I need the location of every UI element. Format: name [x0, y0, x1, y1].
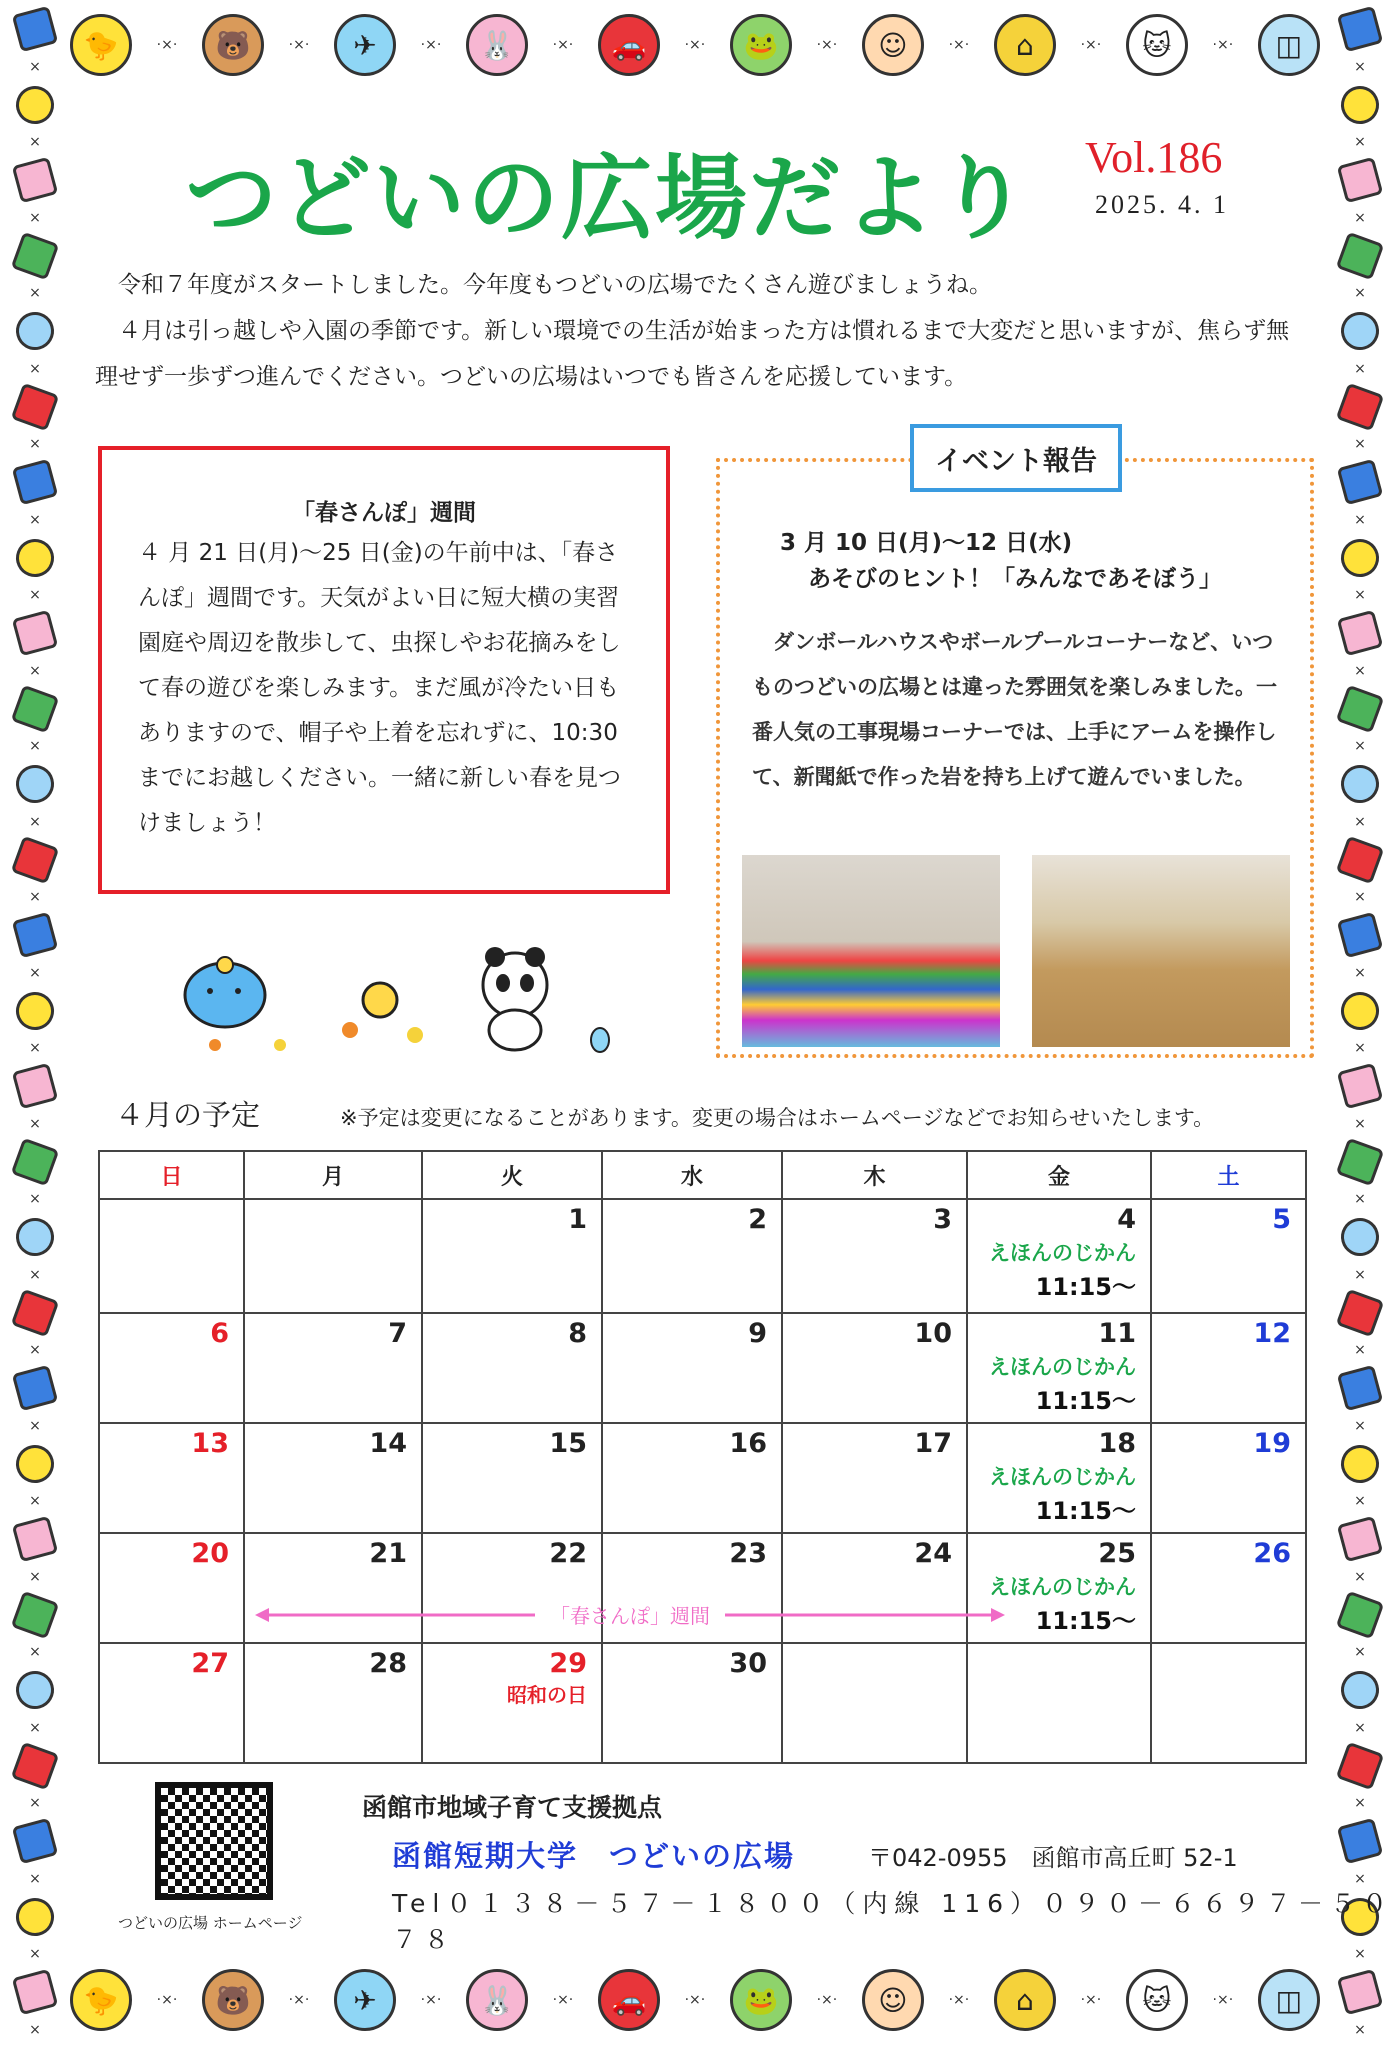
jar-icon: ◫	[1258, 14, 1320, 76]
border-dots: ×	[29, 1946, 41, 1963]
toy-block-icon	[12, 1667, 59, 1714]
toy-block-icon	[1337, 1516, 1384, 1563]
toy-block-icon	[12, 1818, 59, 1865]
toy-block-icon	[1336, 835, 1385, 884]
child-icon: ☺	[862, 14, 924, 76]
toy-block-icon	[11, 1137, 60, 1186]
day-cell: 28	[244, 1643, 422, 1763]
border-dots: ×	[29, 436, 41, 453]
day-cell	[244, 1199, 422, 1313]
plane-icon: ✈	[334, 1969, 396, 2031]
toy-block-icon	[11, 231, 60, 280]
spring-walk-arrow-label: 「春さんぽ」週間	[550, 1604, 710, 1628]
calendar-week	[99, 1199, 1306, 1313]
toy-block-icon	[1337, 1969, 1384, 2016]
border-dots: ×	[1354, 1946, 1366, 1963]
toy-block-icon	[12, 157, 59, 204]
border-dots: ×	[1354, 285, 1366, 302]
decorative-border-left	[0, 0, 70, 2048]
weekday-sun: 日	[99, 1151, 244, 1199]
border-dots: ×	[1354, 360, 1366, 377]
schedule-title: ４月の予定	[115, 1098, 261, 1132]
border-dots: ·×·	[684, 1992, 706, 2008]
toy-block-icon	[11, 1892, 60, 1941]
toy-block-icon	[1337, 1818, 1384, 1865]
toy-block-icon	[1336, 382, 1385, 431]
decorative-border-right	[1325, 0, 1395, 2048]
weekday-sat: 土	[1151, 1151, 1306, 1199]
day-cell	[967, 1643, 1151, 1763]
day-cell	[422, 1643, 602, 1763]
house-icon: ⌂	[994, 1969, 1056, 2031]
border-dots: ×	[29, 58, 41, 75]
toy-block-icon	[1336, 533, 1385, 582]
weekday-thu: 木	[782, 1151, 967, 1199]
day-number: 29	[549, 1648, 587, 1679]
day-cell: 8	[422, 1313, 602, 1423]
toy-block-icon	[11, 1288, 60, 1337]
border-dots: ×	[29, 1040, 41, 1057]
day-cell: 5	[1151, 1199, 1306, 1313]
footer-address: 〒042-0955 函館市高丘町 52-1	[868, 1844, 1238, 1872]
border-dots: ·×·	[948, 1992, 970, 2008]
toy-block-icon	[12, 6, 59, 53]
border-dots: ·×·	[552, 1992, 574, 2008]
event-report-tag: イベント報告	[910, 424, 1122, 492]
toy-block-icon	[11, 382, 60, 431]
footer-name: 函館短期大学 つどいの広場	[392, 1839, 796, 1873]
day-cell: 9	[602, 1313, 782, 1423]
border-dots: ×	[29, 511, 41, 528]
frog-icon: 🐸	[730, 1969, 792, 2031]
border-dots: ×	[29, 1115, 41, 1132]
day-cell: 14	[244, 1423, 422, 1533]
day-cell	[967, 1199, 1151, 1313]
toy-block-icon	[1337, 6, 1384, 53]
construction-corner-photo	[1032, 855, 1290, 1047]
border-dots: ·×·	[420, 37, 442, 53]
border-dots: ×	[1354, 58, 1366, 75]
toy-block-icon	[12, 1365, 59, 1412]
car-icon: 🚗	[598, 1969, 660, 2031]
storytime-time: 11:15～	[1035, 1497, 1136, 1525]
newsletter-title: つどいの広場だより	[185, 145, 1032, 252]
toy-block-icon	[11, 835, 60, 884]
toy-block-icon	[1337, 610, 1384, 657]
panda-illustration	[483, 947, 609, 1052]
event-body: ダンボールハウスやボールプールコーナーなど、いつものつどいの広場とは違った雰囲気を楽しみました。一番人気の工事現場コーナーでは、上手にアームを操作して、新聞紙で作った岩を持ち上げて遊んでいました。	[752, 630, 1277, 789]
border-dots: ·×·	[156, 37, 178, 53]
day-cell: 21	[244, 1533, 422, 1643]
border-dots: ·×·	[816, 37, 838, 53]
day-cell: 27	[99, 1643, 244, 1763]
elephant-illustration	[185, 957, 286, 1051]
day-cell: 7	[244, 1313, 422, 1423]
qr-caption: つどいの広場 ホームページ	[118, 1914, 303, 1932]
toy-block-icon	[11, 684, 60, 733]
border-dots: ·×·	[420, 1992, 442, 2008]
spring-walk-arrow	[255, 1600, 1005, 1630]
border-dots: ×	[29, 1870, 41, 1887]
border-dots: ×	[1354, 964, 1366, 981]
day-cell: 24	[782, 1533, 967, 1643]
border-dots: ·×·	[1080, 37, 1102, 53]
toy-block-icon	[11, 986, 60, 1035]
border-dots: ·×·	[288, 1992, 310, 2008]
day-cell: 22	[422, 1533, 602, 1643]
toy-block-icon	[1336, 986, 1385, 1035]
border-dots: ·×·	[1212, 1992, 1234, 2008]
toy-block-icon	[11, 533, 60, 582]
border-dots: ×	[1354, 1191, 1366, 1208]
border-dots: ×	[29, 1568, 41, 1585]
storytime-label: えほんのじかん	[989, 1465, 1136, 1489]
weekday-wed: 水	[602, 1151, 782, 1199]
holiday-label: 昭和の日	[507, 1683, 587, 1707]
toy-block-icon	[11, 1590, 60, 1639]
storytime-label: えほんのじかん	[989, 1241, 1136, 1265]
toy-block-icon	[12, 459, 59, 506]
toy-block-icon	[1336, 1137, 1385, 1186]
toy-block-icon	[12, 1063, 59, 1110]
day-cell: 1	[422, 1199, 602, 1313]
day-number: 18	[1098, 1428, 1136, 1459]
duck-icon: 🐤	[70, 14, 132, 76]
calendar-week	[99, 1313, 1306, 1423]
rabbit-icon: 🐰	[466, 14, 528, 76]
day-number: 25	[1098, 1538, 1136, 1569]
border-dots: ×	[29, 587, 41, 604]
border-dots: ·×·	[948, 37, 970, 53]
bear-icon: 🐻	[202, 1969, 264, 2031]
border-dots: ×	[29, 285, 41, 302]
toy-block-icon	[1337, 1063, 1384, 1110]
border-dots: ×	[29, 360, 41, 377]
day-cell: 19	[1151, 1423, 1306, 1533]
plane-icon: ✈	[334, 14, 396, 76]
border-dots: ×	[1354, 738, 1366, 755]
day-cell	[99, 1199, 244, 1313]
weekday-header-row	[99, 1151, 1306, 1199]
april-calendar	[98, 1150, 1307, 1764]
border-dots: ×	[29, 1191, 41, 1208]
toy-block-icon	[1336, 80, 1385, 129]
border-dots: ×	[29, 2021, 41, 2038]
toy-block-icon	[1337, 761, 1384, 808]
day-cell: 26	[1151, 1533, 1306, 1643]
bear-icon: 🐻	[202, 14, 264, 76]
toy-block-icon	[11, 1439, 60, 1488]
toy-block-icon	[1337, 1214, 1384, 1261]
toy-block-icon	[12, 1214, 59, 1261]
border-dots: ×	[1354, 813, 1366, 830]
border-dots: ×	[1354, 436, 1366, 453]
border-dots: ×	[1354, 209, 1366, 226]
day-cell: 13	[99, 1423, 244, 1533]
border-dots: ·×·	[1212, 37, 1234, 53]
storytime-time: 11:15～	[1035, 1387, 1136, 1415]
day-cell	[1151, 1643, 1306, 1763]
intro-text	[95, 262, 1305, 400]
cat-icon: 🐱	[1126, 1969, 1188, 2031]
day-cell: 6	[99, 1313, 244, 1423]
toy-block-icon	[1336, 1590, 1385, 1639]
event-date: 3 月 10 日(月)～12 日(水)	[780, 530, 1073, 556]
border-dots: ×	[29, 1342, 41, 1359]
day-cell: 10	[782, 1313, 967, 1423]
border-dots: ×	[1354, 511, 1366, 528]
border-dots: ×	[1354, 1040, 1366, 1057]
storytime-label: えほんのじかん	[989, 1355, 1136, 1379]
ball-pool-photo	[742, 855, 1000, 1047]
border-dots: ·×·	[816, 1992, 838, 2008]
border-dots: ×	[1354, 1644, 1366, 1661]
storytime-label: えほんのじかん	[989, 1575, 1136, 1599]
rabbit-icon: 🐰	[466, 1969, 528, 2031]
car-icon: 🚗	[598, 14, 660, 76]
toy-block-icon	[1336, 1741, 1385, 1790]
cat-icon: 🐱	[1126, 14, 1188, 76]
footer-org: 函館市地域子育て支援拠点	[362, 1793, 663, 1822]
footer-tel: Tel０１３８－５７－１８００（内線 116）０９０－６６９７－５０７８	[392, 1889, 1395, 1954]
storytime-time: 11:15～	[1035, 1273, 1136, 1301]
weekday-fri: 金	[967, 1151, 1151, 1199]
frog-icon: 🐸	[730, 14, 792, 76]
house-icon: ⌂	[994, 14, 1056, 76]
spring-walk-heading: 「春さんぽ」週間	[292, 500, 476, 526]
toy-block-icon	[1337, 157, 1384, 204]
event-title: あそびのヒント！「みんなであそぼう」	[808, 566, 1222, 592]
storytime-time: 11:15～	[1035, 1607, 1136, 1635]
day-cell: 23	[602, 1533, 782, 1643]
border-dots: ×	[1354, 2021, 1366, 2038]
duck-icon: 🐤	[70, 1969, 132, 2031]
toy-block-icon	[12, 912, 59, 959]
border-dots: ×	[29, 889, 41, 906]
border-dots: ·×·	[684, 37, 706, 53]
border-dots: ×	[1354, 1568, 1366, 1585]
border-dots: ×	[29, 964, 41, 981]
toy-block-icon	[11, 80, 60, 129]
toy-block-icon	[12, 308, 59, 355]
border-dots: ×	[1354, 662, 1366, 679]
border-dots: ×	[29, 1719, 41, 1736]
jar-icon: ◫	[1258, 1969, 1320, 2031]
toy-block-icon	[1336, 1288, 1385, 1337]
day-cell: 15	[422, 1423, 602, 1533]
border-dots: ×	[29, 1417, 41, 1434]
toy-block-icon	[1337, 1365, 1384, 1412]
day-cell: 3	[782, 1199, 967, 1313]
volume-number: Vol.186	[1085, 133, 1223, 182]
toy-block-icon	[1337, 308, 1384, 355]
toy-block-icon	[12, 1516, 59, 1563]
mascot-illustrations	[170, 945, 630, 1060]
qr-code[interactable]	[155, 1782, 273, 1900]
toy-block-icon	[12, 1969, 59, 2016]
day-cell	[782, 1643, 967, 1763]
weekday-tue: 火	[422, 1151, 602, 1199]
spring-walk-body: ４ 月 21 日(月)～25 日(金)の午前中は、「春さんぽ」週間です。天気がよい日に短大横の実習園庭や周辺を散歩して、虫探しやお花摘みをして春の遊びを楽しみます。まだ風が冷たい日もありますので、帽子や上着を忘れずに、10:30 までにお越しください。一緒に新しい春を見つけましょう！	[138, 540, 621, 836]
day-cell: 30	[602, 1643, 782, 1763]
day-number: 4	[1117, 1204, 1136, 1235]
bee-illustration	[342, 983, 423, 1043]
border-dots: ×	[1354, 1266, 1366, 1283]
day-cell	[967, 1313, 1151, 1423]
weekday-mon: 月	[244, 1151, 422, 1199]
toy-block-icon	[1337, 912, 1384, 959]
toy-block-icon	[12, 610, 59, 657]
day-cell	[967, 1423, 1151, 1533]
day-cell: 17	[782, 1423, 967, 1533]
border-dots: ×	[1354, 1342, 1366, 1359]
intro-paragraph-2: ４月は引っ越しや入園の季節です。新しい環境での生活が始まった方は慣れるまで大変だと思いますが、焦らず無理せず一歩ずつ進んでください。つどいの広場はいつでも皆さんを応援しています。	[95, 318, 1290, 390]
border-dots: ×	[1354, 1870, 1366, 1887]
intro-paragraph-1: 令和７年度がスタートしました。今年度もつどいの広場でたくさん遊びましょうね。	[118, 272, 992, 298]
toy-block-icon	[1336, 231, 1385, 280]
day-cell: 2	[602, 1199, 782, 1313]
day-cell: 16	[602, 1423, 782, 1533]
border-dots: ×	[1354, 587, 1366, 604]
border-dots: ×	[29, 1795, 41, 1812]
border-dots: ·×·	[1080, 1992, 1102, 2008]
border-dots: ×	[29, 1266, 41, 1283]
border-dots: ×	[29, 209, 41, 226]
day-number: 11	[1098, 1318, 1136, 1349]
border-dots: ×	[1354, 1493, 1366, 1510]
border-dots: ×	[29, 1644, 41, 1661]
toy-block-icon	[1337, 1667, 1384, 1714]
day-cell: 12	[1151, 1313, 1306, 1423]
toy-block-icon	[11, 1741, 60, 1790]
toy-block-icon	[12, 761, 59, 808]
border-dots: ×	[29, 738, 41, 755]
border-dots: ×	[1354, 1719, 1366, 1736]
border-dots: ×	[1354, 1417, 1366, 1434]
decorative-border-bottom	[70, 1955, 1320, 2045]
border-dots: ×	[1354, 134, 1366, 151]
calendar-week	[99, 1643, 1306, 1763]
border-dots: ×	[29, 662, 41, 679]
border-dots: ·×·	[552, 37, 574, 53]
border-dots: ×	[1354, 1795, 1366, 1812]
border-dots: ×	[1354, 1115, 1366, 1132]
schedule-note: ※予定は変更になることがあります。変更の場合はホームページなどでお知らせいたします。	[340, 1106, 1215, 1130]
border-dots: ·×·	[288, 37, 310, 53]
toy-block-icon	[1336, 684, 1385, 733]
issue-date: 2025. 4. 1	[1095, 190, 1229, 219]
border-dots: ×	[1354, 889, 1366, 906]
toy-block-icon	[1336, 1439, 1385, 1488]
day-cell: 20	[99, 1533, 244, 1643]
border-dots: ×	[29, 1493, 41, 1510]
toy-block-icon	[1337, 459, 1384, 506]
child-icon: ☺	[862, 1969, 924, 2031]
border-dots: ·×·	[156, 1992, 178, 2008]
border-dots: ×	[29, 134, 41, 151]
calendar-week	[99, 1423, 1306, 1533]
decorative-border-top	[70, 0, 1320, 90]
border-dots: ×	[29, 813, 41, 830]
spring-walk-box	[98, 446, 670, 894]
